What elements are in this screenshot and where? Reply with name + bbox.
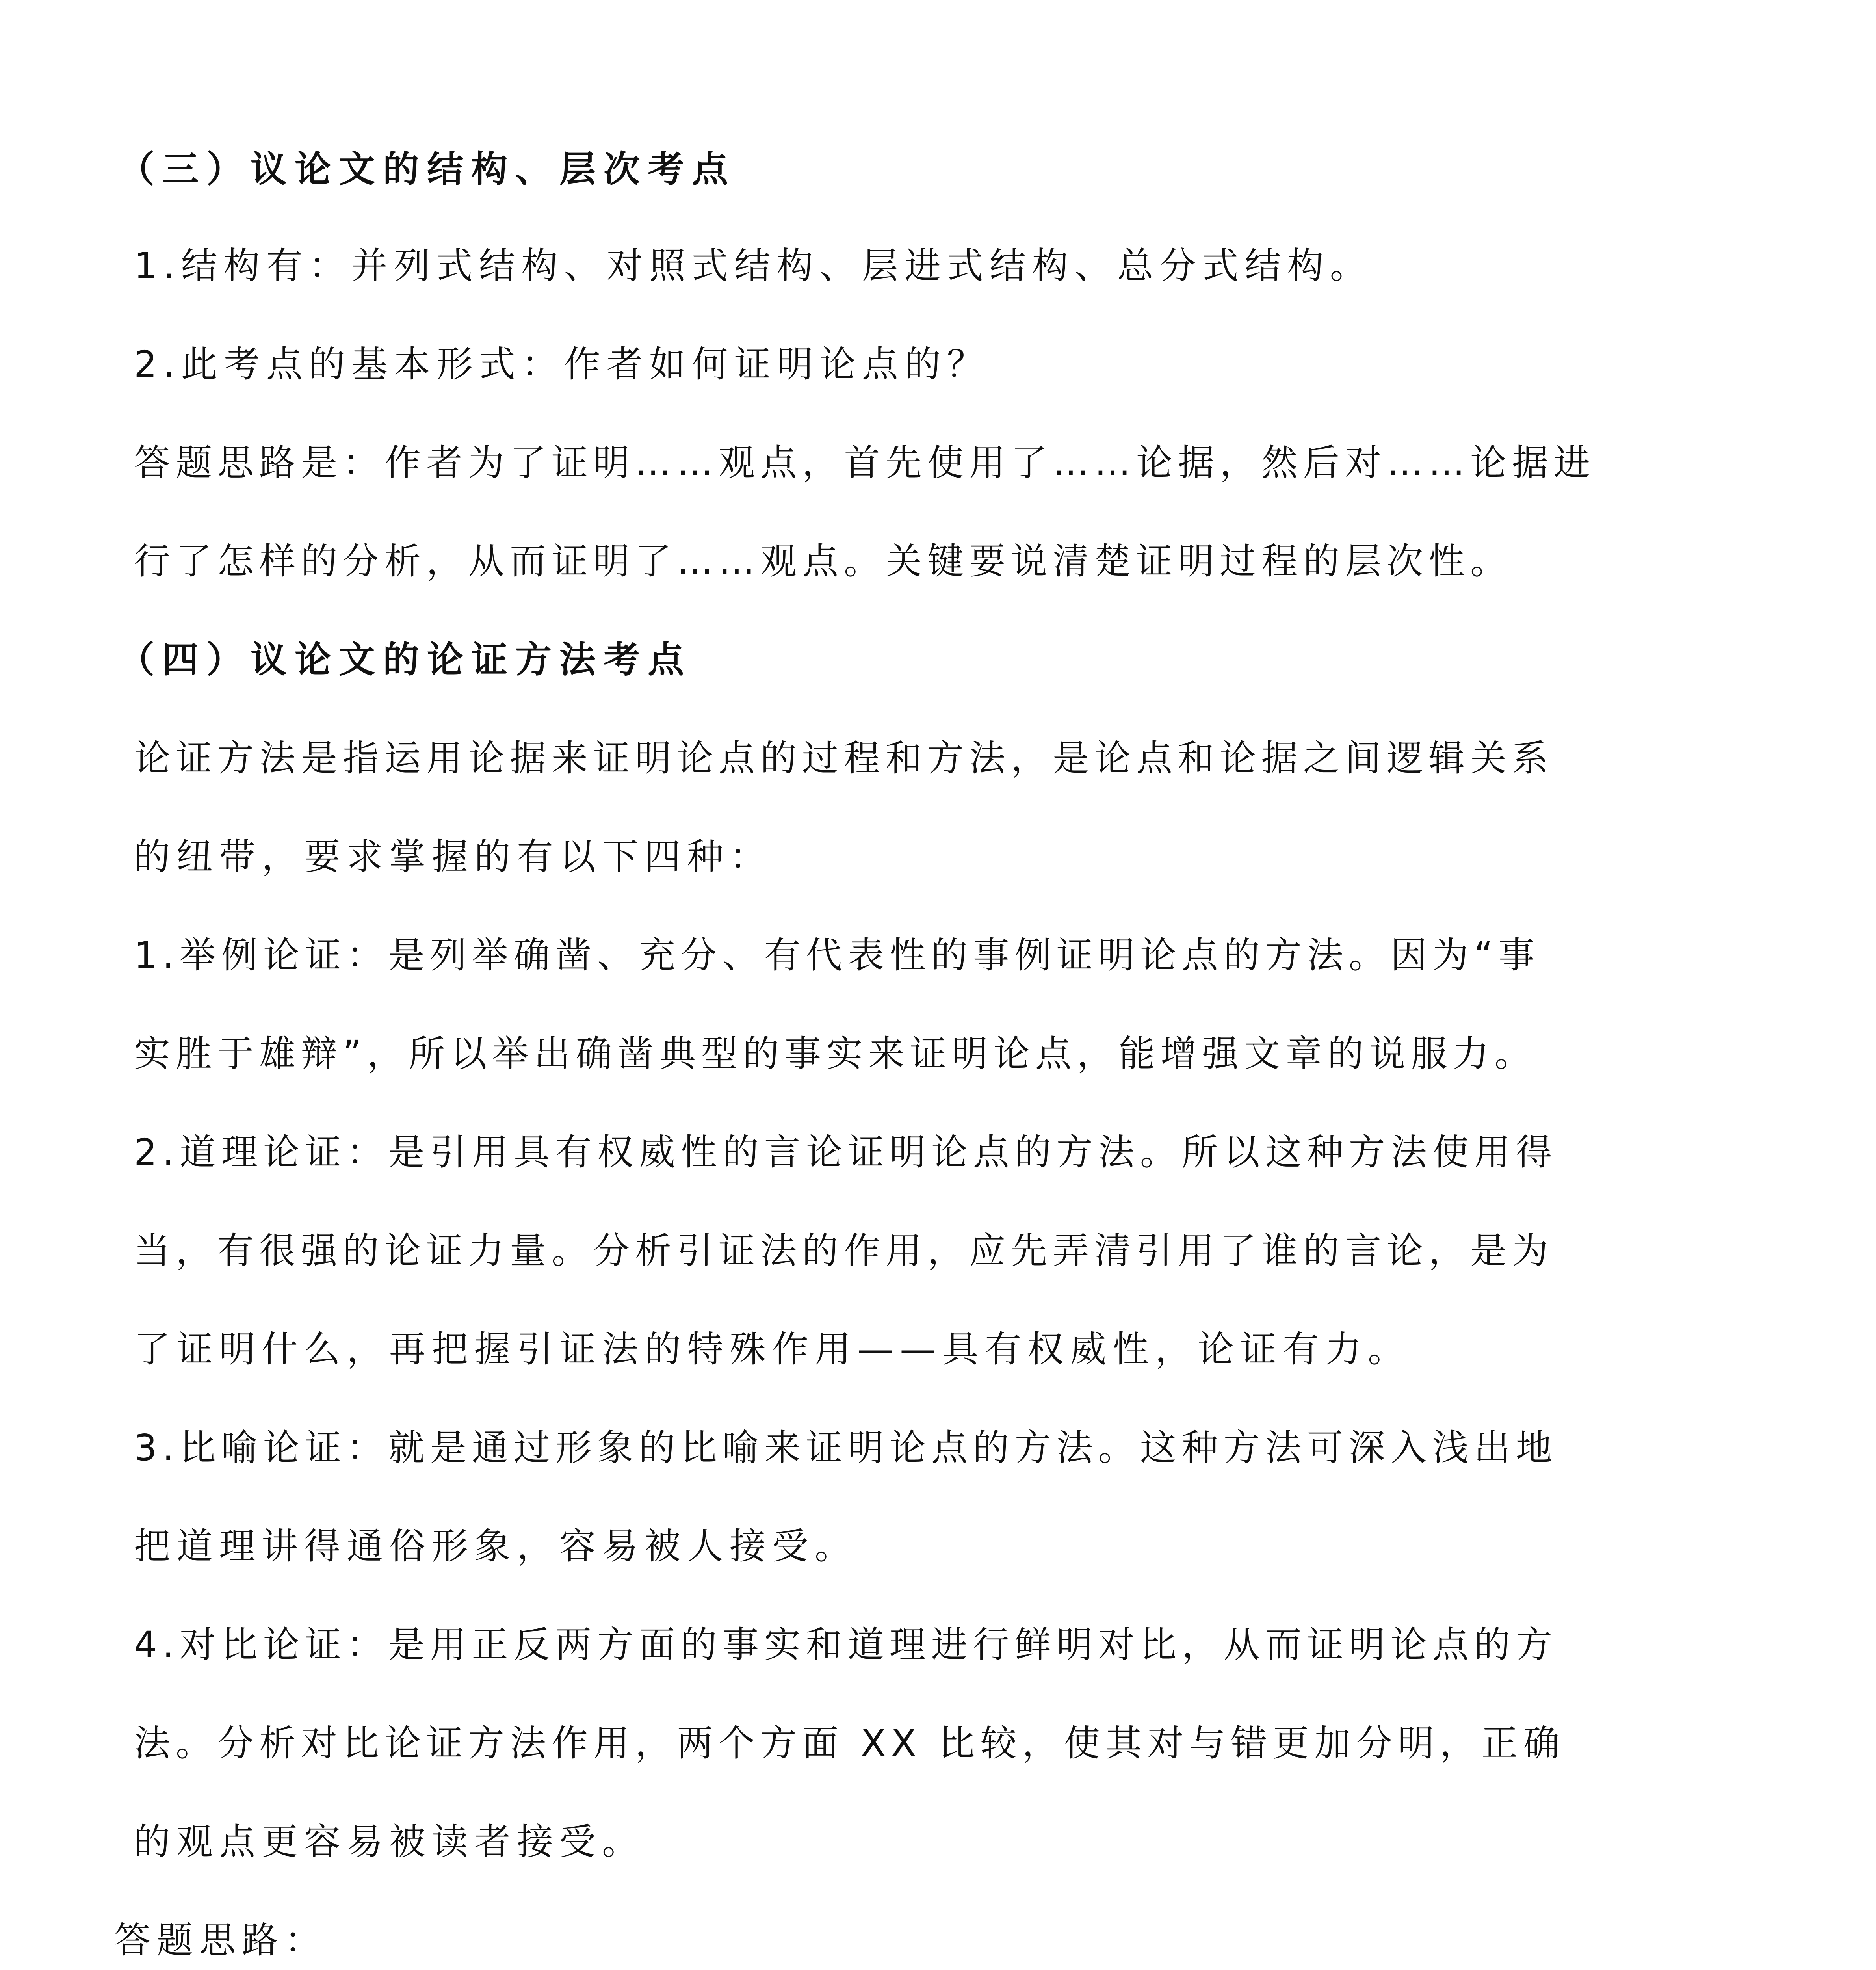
method-line-1: 1.举例论证：是列举确凿、充分、有代表性的事例证明论点的方法。因为“事	[134, 934, 1540, 976]
method-line-2: 实胜于雄辩”，所以举出确凿典型的事实来证明论点，能增强文章的说服力。	[134, 1033, 1536, 1075]
method-line-8: 4.对比论证：是用正反两方面的事实和道理进行鲜明对比，从而证明论点的方	[134, 1624, 1558, 1666]
section4-intro-2: 的纽带，要求掌握的有以下四种：	[134, 836, 773, 878]
method-line-9: 法。分析对比论证方法作用，两个方面 XX 比较，使其对与错更加分明，正确	[134, 1722, 1565, 1764]
section3-line-3: 答题思路是：作者为了证明……观点，首先使用了……论据，然后对……论据进	[134, 442, 1596, 484]
section3-line-4: 行了怎样的分析，从而证明了……观点。关键要说清楚证明过程的层次性。	[134, 540, 1512, 582]
section3-line-1: 1.结构有：并列式结构、对照式结构、层进式结构、总分式结构。	[134, 245, 1373, 287]
method-line-5: 了证明什么，再把握引证法的特殊作用——具有权威性，论证有力。	[134, 1328, 1411, 1370]
method-line-7: 把道理讲得通俗形象，容易被人接受。	[134, 1525, 858, 1567]
method-line-10: 的观点更容易被读者接受。	[134, 1821, 645, 1863]
section4-heading: （四）议论文的论证方法考点	[118, 639, 692, 681]
method-line-3: 2.道理论证：是引用具有权威性的言论证明论点的方法。所以这种方法使用得	[134, 1131, 1558, 1173]
section3-line-2: 2.此考点的基本形式：作者如何证明论点的？	[134, 343, 990, 385]
method-line-6: 3.比喻论证：就是通过形象的比喻来证明论点的方法。这种方法可深入浅出地	[134, 1427, 1558, 1469]
answer-label: 答题思路：	[114, 1919, 327, 1961]
method-line-4: 当，有很强的论证力量。分析引证法的作用，应先弄清引用了谁的言论，是为	[134, 1230, 1554, 1272]
section3-heading: （三）议论文的结构、层次考点	[118, 148, 736, 190]
section4-intro-1: 论证方法是指运用论据来证明论点的过程和方法，是论点和论据之间逻辑关系	[134, 737, 1554, 779]
